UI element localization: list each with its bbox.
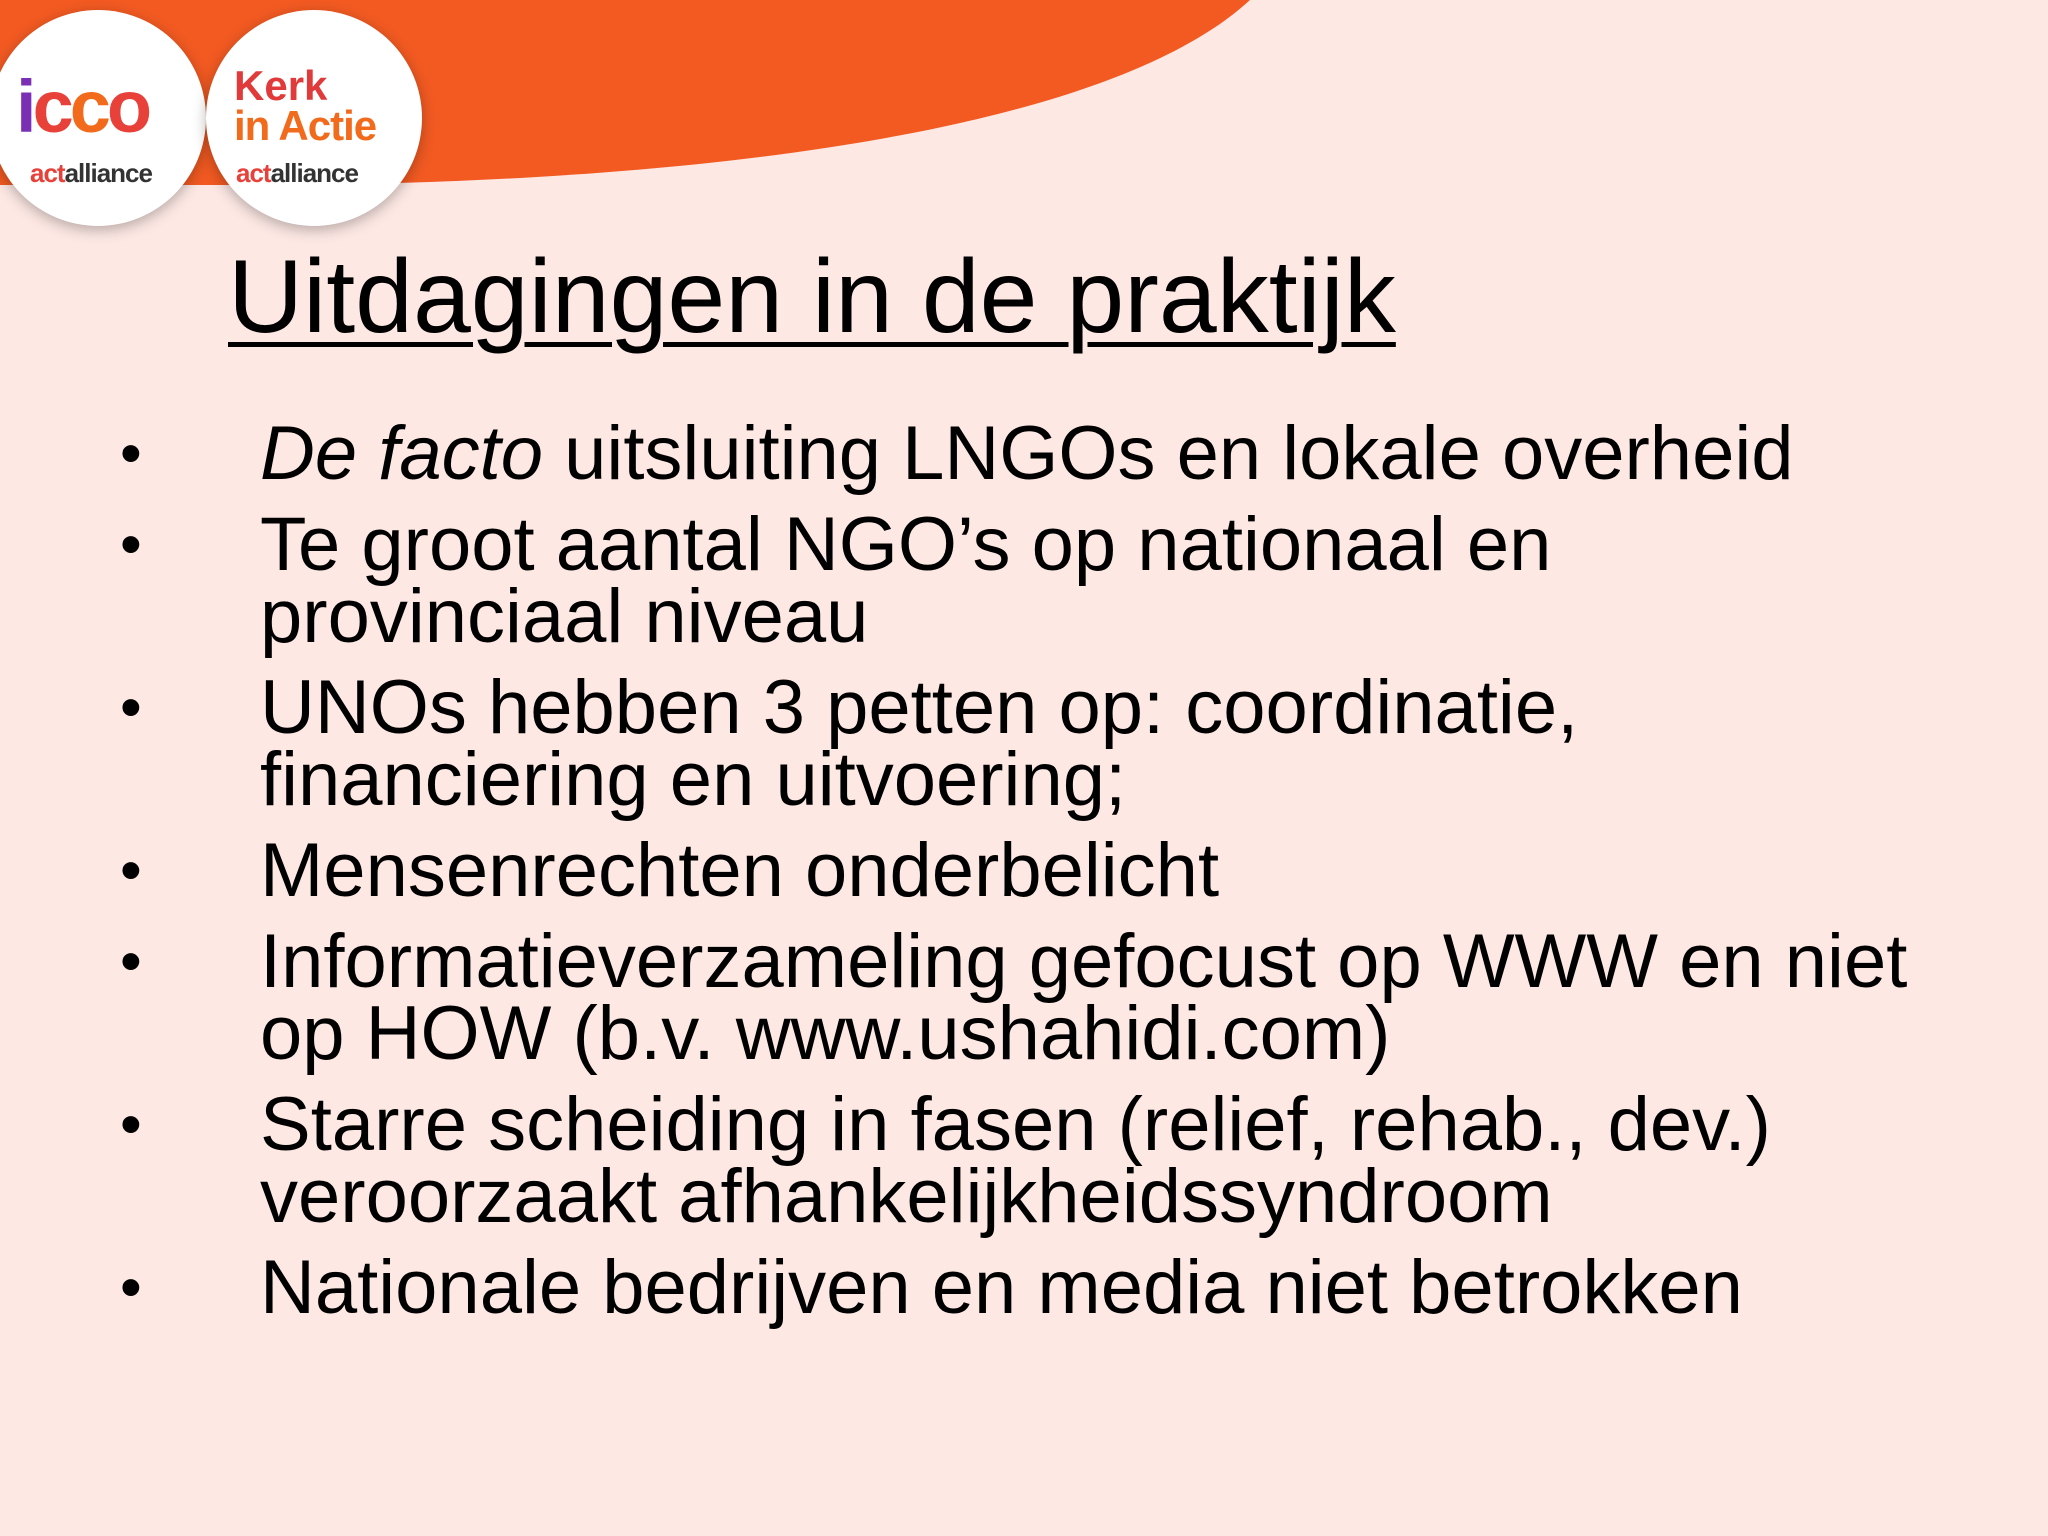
icco-alliance-text: alliance — [64, 158, 152, 188]
bullet-line: Mensenrechten onderbelicht — [260, 828, 1220, 913]
kerk-text: Kerk — [234, 62, 328, 109]
slide-title: Uitdagingen in de praktijk — [228, 239, 1396, 355]
icco-act-text: act — [30, 158, 65, 188]
bullet-item — [0, 411, 2048, 496]
bullet-list — [0, 411, 2048, 1343]
bullet-dot: • — [120, 419, 142, 488]
bullet-line: Starre scheiding in fasen (relief, rehab., dev.) — [260, 1082, 1771, 1167]
icco-actalliance-logo — [0, 10, 206, 226]
kerk-act-text: act — [236, 158, 271, 188]
kerk-actalliance-wordmark — [236, 158, 358, 189]
bullet-line: provinciaal niveau — [260, 574, 869, 659]
bullet-dot: • — [120, 836, 142, 905]
kerk-in-actie-wordmark — [234, 62, 377, 149]
bullet-line: financiering en uitvoering; — [260, 737, 1127, 822]
bullet-line — [260, 411, 2028, 496]
bullet-line: Te groot aantal NGO’s op nationaal en — [260, 502, 1552, 587]
bullet-item — [0, 1245, 2048, 1330]
bullet-dot: • — [120, 927, 142, 996]
bullet-item — [0, 665, 2048, 822]
bullet-line: Informatieverzameling gefocust op WWW en niet — [260, 919, 1908, 1004]
bullet-line: Nationale bedrijven en media niet betrokken — [260, 1245, 1743, 1330]
bullet-item — [0, 919, 2048, 1076]
icco-actalliance-wordmark — [30, 158, 152, 189]
icco-wordmark — [16, 65, 149, 148]
kerk-in-actie-logo — [206, 10, 422, 226]
bullet-line: op HOW (b.v. www.ushahidi.com) — [260, 991, 1391, 1076]
bullet-item — [0, 1082, 2048, 1239]
kerk-alliance-text: alliance — [270, 158, 358, 188]
bullet-item — [0, 502, 2048, 659]
bullet-text: uitsluiting LNGOs en lokale overheid — [543, 411, 1794, 496]
bullet-italic-text: De facto — [260, 411, 544, 496]
bullet-line: UNOs hebben 3 petten op: coordinatie, — [260, 665, 1579, 750]
in-actie-text: in Actie — [234, 101, 377, 149]
bullet-dot: • — [120, 510, 142, 579]
bullet-dot: • — [120, 1090, 142, 1159]
icco-letter-c2: c — [69, 65, 107, 148]
bullet-dot: • — [120, 1253, 142, 1322]
icco-letter-c1: c — [32, 65, 70, 148]
bullet-item — [0, 828, 2048, 913]
bullet-line: veroorzaakt afhankelijkheidssyndroom — [260, 1154, 1553, 1239]
icco-letter-i: i — [16, 65, 33, 148]
icco-letter-o: o — [106, 65, 149, 148]
bullet-dot: • — [120, 673, 142, 742]
